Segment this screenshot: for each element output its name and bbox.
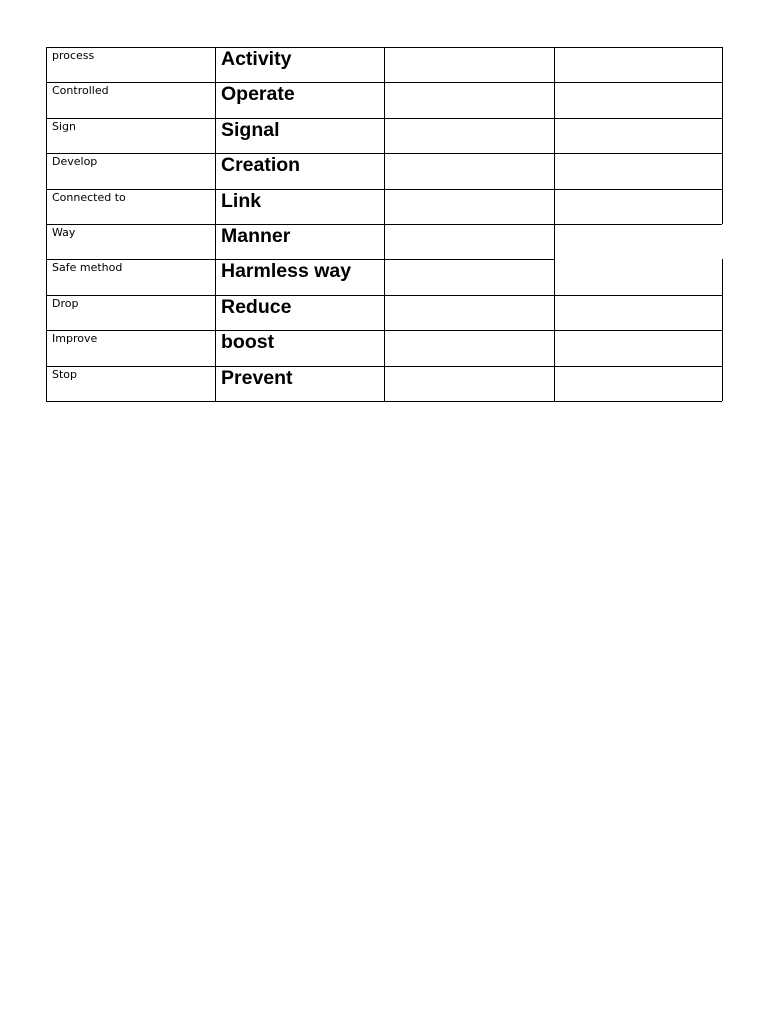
blank-answer-cell	[554, 189, 722, 224]
blank-answer-cell	[384, 189, 554, 224]
blank-answer-cell	[384, 82, 554, 117]
synonym-cell: Link	[221, 189, 262, 212]
blank-answer-cell	[384, 224, 554, 259]
synonym-cell: Prevent	[221, 366, 293, 389]
synonym-cell: Activity	[221, 48, 292, 70]
blank-answer-cell	[554, 224, 722, 259]
blank-answer-cell	[384, 118, 554, 153]
blank-answer-cell	[554, 295, 722, 330]
blank-answer-cell	[554, 366, 722, 401]
word-cell: Safe method	[52, 261, 123, 275]
word-cell: Stop	[52, 367, 78, 381]
blank-answer-cell	[384, 366, 554, 401]
blank-answer-cell	[554, 259, 722, 294]
synonym-cell: Manner	[221, 225, 291, 247]
word-cell: Sign	[52, 119, 76, 133]
blank-answer-cell	[554, 47, 722, 82]
blank-answer-cell	[384, 47, 554, 82]
blank-answer-cell	[554, 330, 722, 365]
synonym-cell: boost	[221, 331, 275, 354]
blank-answer-cell	[384, 153, 554, 188]
word-cell: Develop	[52, 155, 98, 169]
blank-answer-cell	[554, 118, 722, 153]
word-cell: Drop	[52, 296, 79, 310]
synonym-cell: Signal	[221, 118, 280, 141]
blank-answer-cell	[554, 82, 722, 117]
word-cell: Controlled	[52, 84, 109, 98]
synonym-cell: Operate	[221, 83, 295, 106]
synonym-cell: Reduce	[221, 295, 292, 318]
word-cell: Connected to	[52, 190, 126, 204]
synonym-cell: Creation	[221, 154, 301, 177]
blank-answer-cell	[554, 153, 722, 188]
word-cell: process	[52, 49, 95, 62]
word-cell: Improve	[52, 332, 98, 346]
synonym-cell: Harmless way	[221, 260, 352, 283]
blank-answer-cell	[384, 330, 554, 365]
blank-answer-cell	[384, 259, 554, 294]
blank-answer-cell	[384, 295, 554, 330]
word-cell: Way	[52, 226, 76, 239]
